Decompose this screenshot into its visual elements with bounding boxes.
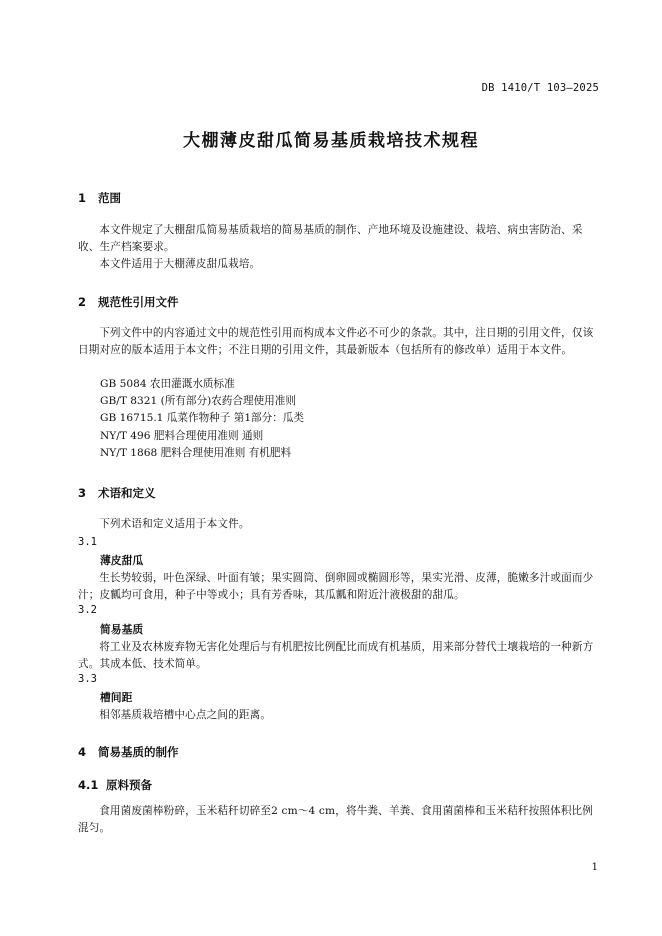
section-number: 4	[78, 745, 87, 759]
subsection-4-1-paragraph: 食用菌废菌棒粉碎，玉米秸秆切碎至2 cm～4 cm，将牛粪、羊粪、食用菌菌棒和玉米秸秆按照体积比例混匀。	[78, 805, 594, 834]
term-number: 3.1	[78, 536, 97, 548]
reference-item: GB 16715.1 瓜菜作物种子 第1部分：瓜类	[100, 412, 305, 425]
term-title: 薄皮甜瓜	[100, 554, 144, 567]
section-2-paragraph: 下列文件中的内容通过文中的规范性引用而构成本文件必不可少的条款。其中，注日期的引用文件，仅该日期对应的版本适用于本文件；不注日期的引用文件，其最新版本（包括所有的修改单）适用于本文件。	[78, 327, 594, 356]
subsection-4-1-heading	[78, 777, 152, 793]
term-number: 3.3	[78, 673, 97, 685]
reference-item: NY/T 1868 肥料合理使用准则 有机肥料	[100, 446, 292, 459]
document-number: DB 1410/T 103—2025	[481, 82, 599, 94]
normative-references-list	[100, 376, 304, 462]
term-number: 3.2	[78, 604, 97, 616]
reference-item: NY/T 496 肥料合理使用准则 通则	[100, 429, 264, 442]
reference-item: GB 5084 农田灌溉水质标准	[100, 378, 235, 390]
section-1-heading	[78, 190, 121, 206]
section-2-heading	[78, 294, 179, 310]
subsection-title: 原料预备	[106, 778, 152, 792]
section-title: 范围	[98, 191, 121, 205]
term-definition: 相邻基质栽培槽中心点之间的距离。	[99, 709, 272, 721]
section-1-paragraph-2: 本文件适用于大棚薄皮甜瓜栽培。	[99, 258, 261, 270]
section-number: 1	[78, 191, 87, 205]
subsection-number: 4.1	[78, 778, 99, 792]
section-1-paragraph-1: 本文件规定了大棚甜瓜简易基质栽培的简易基质的制作、产地环境及设施建设、栽培、病虫害防治、采收、生产档案要求。	[78, 224, 583, 253]
page-number: 1	[591, 862, 598, 873]
reference-item: GB/T 8321 (所有部分)农药合理使用准则	[100, 395, 296, 408]
section-number: 3	[78, 486, 87, 500]
section-number: 2	[78, 295, 87, 309]
section-3-intro: 下列术语和定义适用于本文件。	[99, 518, 250, 530]
section-title: 规范性引用文件	[98, 295, 179, 309]
term-title: 简易基质	[100, 623, 144, 636]
section-title: 术语和定义	[98, 486, 156, 500]
section-title: 简易基质的制作	[98, 745, 179, 759]
page-title: 大棚薄皮甜瓜简易基质栽培技术规程	[183, 131, 479, 151]
section-3-heading	[78, 485, 156, 501]
term-definition: 将工业及农林废弃物无害化处理后与有机肥按比例配比而成有机基质，用来部分替代土壤栽培的一种新方式。其成本低、技术简单。	[78, 641, 594, 670]
section-4-heading	[78, 744, 179, 760]
term-title: 槽间距	[100, 691, 133, 704]
term-definition: 生长势较弱，叶色深绿、叶面有皱；果实圆筒、倒卵圆或椭圆形等，果实光滑、皮薄，脆嫩多汁或面而少汁；皮瓤均可食用，种子中等或小；具有芳香味，其瓜瓤和附近汁液极甜的甜瓜。	[78, 572, 594, 601]
